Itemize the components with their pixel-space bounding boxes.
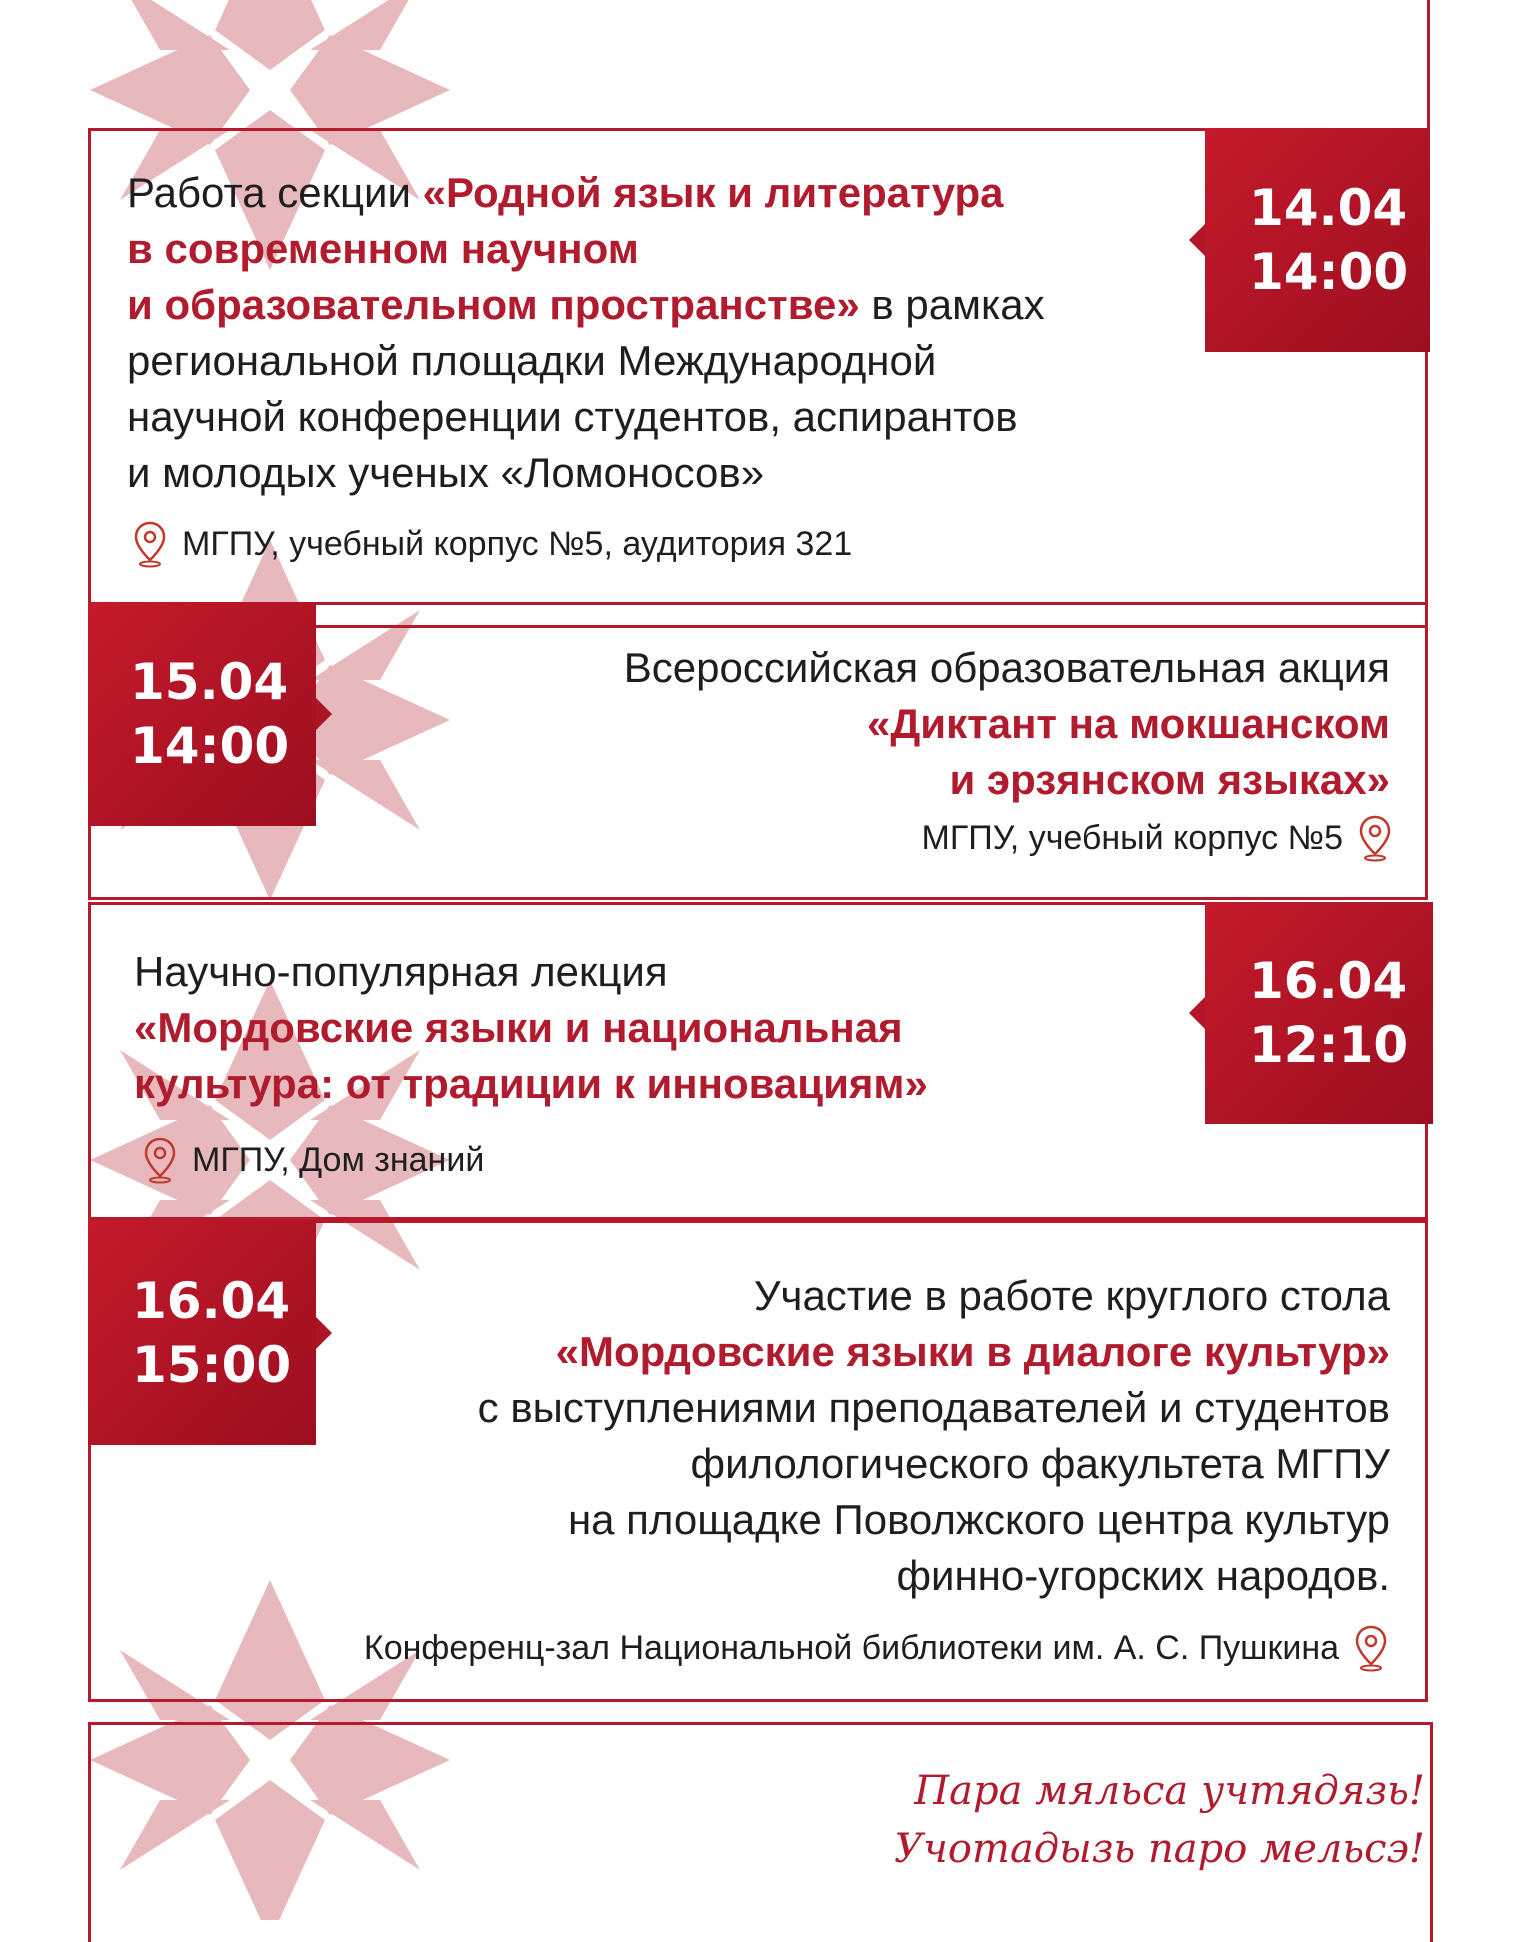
event-date: 16.04 [132, 1271, 291, 1330]
event-text-line: на площадке Поволжского центра культур [567, 1496, 1390, 1543]
map-pin-icon [1353, 1624, 1389, 1672]
event-text-line: филологического факультета МГПУ [690, 1440, 1390, 1487]
event-description-3 [134, 944, 1184, 1112]
event-time: 14:00 [1249, 243, 1409, 301]
event-date: 15.04 [130, 653, 289, 711]
event-date-box-4 [88, 1220, 316, 1445]
event-time: 15:00 [132, 1335, 292, 1394]
event-title-line: в современном научном [127, 225, 639, 272]
event-title-line: «Мордовские языки и национальная [134, 1004, 903, 1051]
event-date-box-1 [1205, 128, 1430, 352]
event-text-line: финно-угорских народов. [896, 1552, 1390, 1599]
event-text-before: Работа секции [127, 169, 423, 216]
event-location-2 [922, 814, 1393, 862]
map-pin-icon [142, 1136, 178, 1184]
event-title-line: «Диктант на мокшанском [867, 700, 1390, 747]
map-pin-icon [132, 520, 168, 568]
event-text-line: и молодых ученых «Ломоносов» [127, 449, 765, 496]
event-location-1 [132, 520, 852, 568]
date-pointer [316, 698, 332, 730]
event-date-box-2 [88, 602, 316, 826]
event-title-line: культура: от традиции к инновациям» [134, 1060, 928, 1107]
event-text-inline: в рамках [859, 281, 1045, 328]
map-pin-icon [1357, 814, 1393, 862]
event-text-line: научной конференции студентов, аспирантов [127, 393, 1018, 440]
date-pointer [1189, 997, 1205, 1029]
event-description-1 [127, 165, 1187, 501]
event-date: 16.04 [1249, 952, 1408, 1010]
event-intro: Участие в работе круглого стола [753, 1272, 1390, 1319]
event-description-4 [340, 1268, 1390, 1604]
event-date: 14.04 [1249, 179, 1408, 237]
event-text-line: с выступлениями преподавателей и студентов [477, 1384, 1390, 1431]
event-location-3 [142, 1136, 484, 1184]
event-description-2 [420, 640, 1390, 808]
event-time: 14:00 [130, 717, 290, 775]
event-intro: Научно-популярная лекция [134, 948, 668, 995]
event-title-line: и эрзянском языках» [949, 756, 1390, 803]
date-pointer [316, 1317, 332, 1349]
event-location-text: Конференц-зал Национальной библиотеки им. А. С. Пушкина [363, 1629, 1339, 1667]
slogan-line: Пара мяльса учтядязь! [914, 1768, 1425, 1814]
event-title-line: и образовательном пространстве» [127, 281, 860, 328]
event-location-text: МГПУ, учебный корпус №5 [921, 819, 1343, 857]
event-title-line: «Родной язык и литература [422, 169, 1004, 216]
event-location-text: МГПУ, учебный корпус №5, аудитория 321 [182, 525, 853, 563]
event-date-box-3 [1205, 902, 1433, 1124]
date-pointer [1189, 224, 1205, 256]
frame-line-top-right [1427, 0, 1430, 128]
slogan [894, 1762, 1425, 1878]
event-time: 12:10 [1249, 1016, 1409, 1074]
event-location-4 [364, 1624, 1389, 1672]
event-title-line: «Мордовские языки в диалоге культур» [555, 1328, 1390, 1375]
event-text-line: региональной площадки Международной [127, 337, 937, 384]
event-intro: Всероссийская образовательная акция [623, 644, 1390, 691]
slogan-line: Учотадызь паро мельсэ! [894, 1826, 1425, 1872]
event-location-text: МГПУ, Дом знаний [192, 1141, 485, 1179]
